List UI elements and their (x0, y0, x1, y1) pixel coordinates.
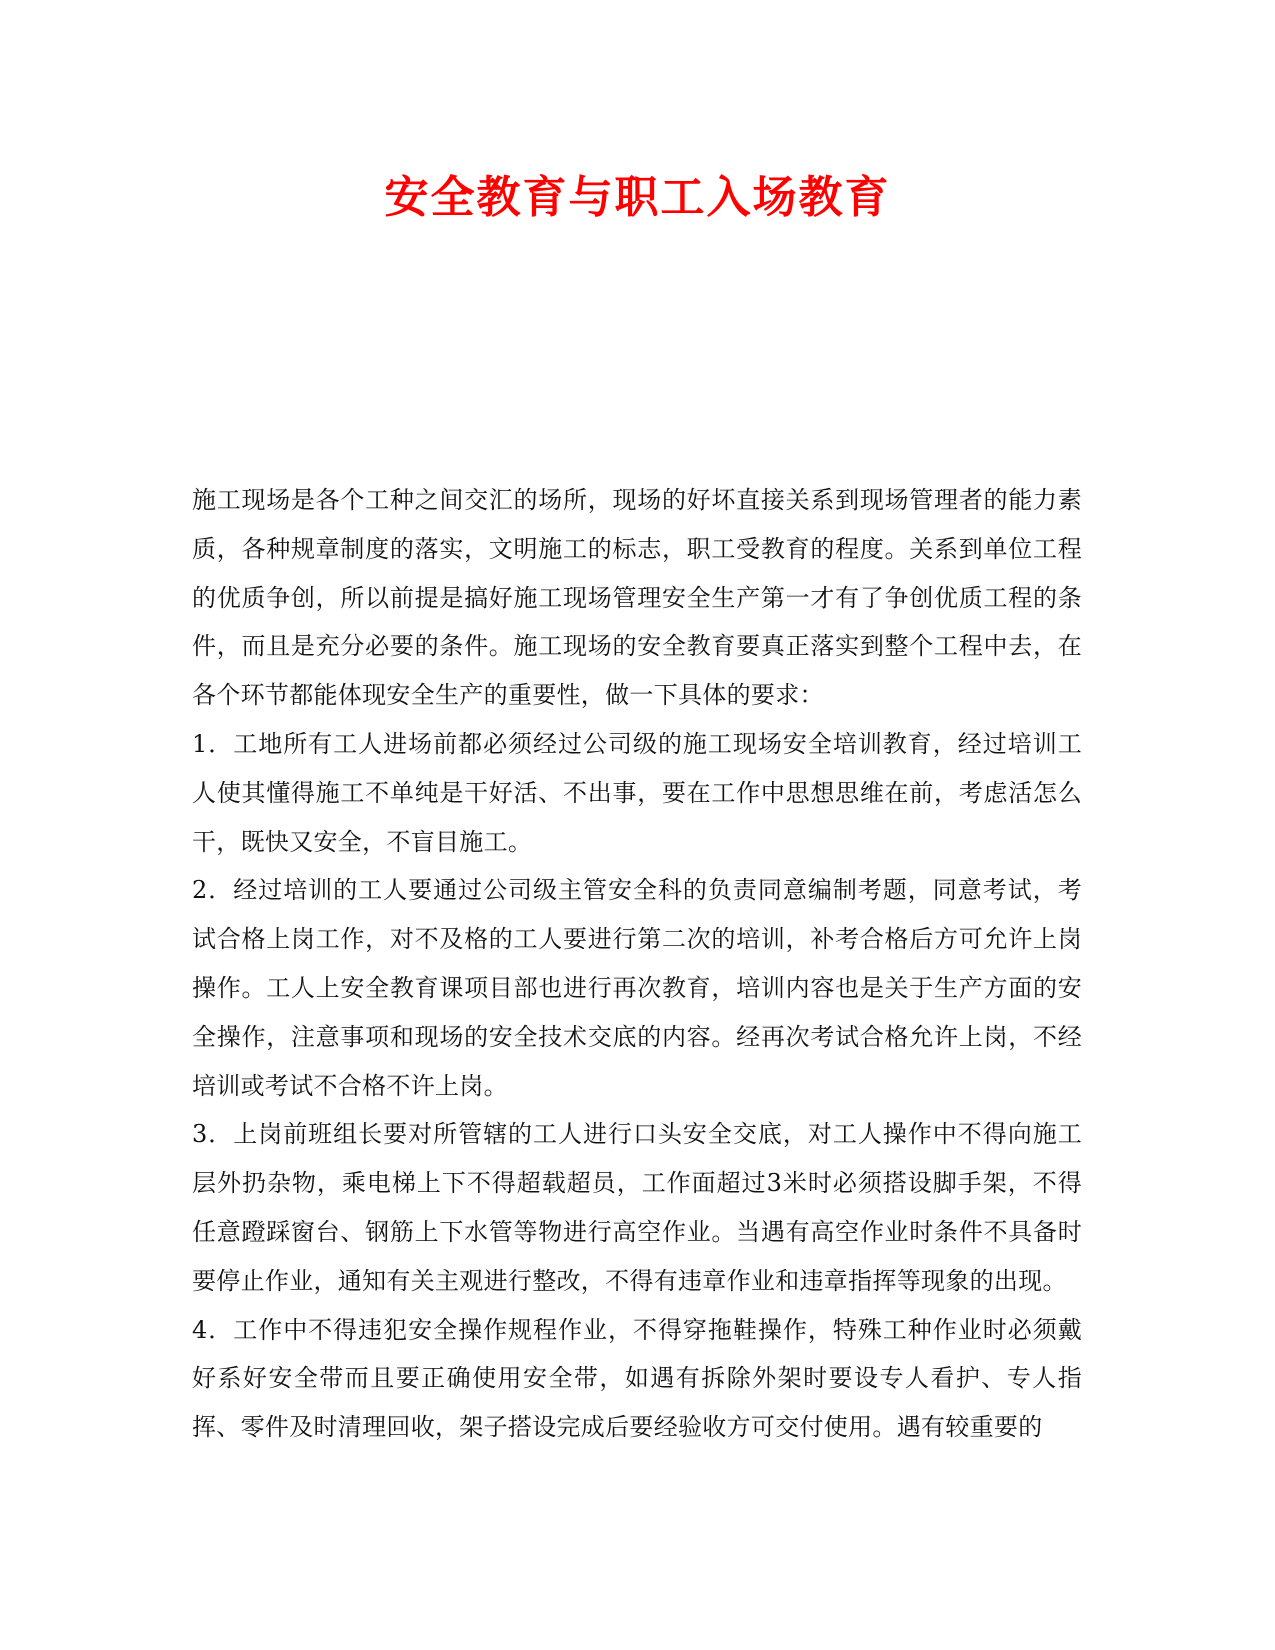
item-3-paragraph: 3．上岗前班组长要对所管辖的工人进行口头安全交底，对工人操作中不得向施工层外扔杂物，乘电梯上下不得超载超员，工作面超过3米时必须搭设脚手架，不得任意蹬踩窗台、钢筋上下水管等物进行高空作业。当遇有高空作业时条件不具备时要停止作业，通知有关主观进行整改，不得有违章作业和违章指挥等现象的出现。 (192, 1120, 1082, 1295)
document-body (192, 476, 1082, 1452)
intro-paragraph: 施工现场是各个工种之间交汇的场所，现场的好坏直接关系到现场管理者的能力素质，各种规章制度的落实，文明施工的标志，职工受教育的程度。关系到单位工程的优质争创，所以前提是搞好施工现场管理安全生产第一才有了争创优质工程的条件，而且是充分必要的条件。施工现场的安全教育要真正落实到整个工程中去，在各个环节都能体现安全生产的重要性，做一下具体的要求： (192, 486, 1082, 710)
document-title: 安全教育与职工入场教育 (384, 172, 891, 223)
item-4-paragraph: 4．工作中不得违犯安全操作规程作业，不得穿拖鞋操作，特殊工种作业时必须戴好系好安全带而且要正确使用安全带，如遇有拆除外架时要设专人看护、专人指挥、零件及时清理回收，架子搭设完成后要经验收方可交付使用。遇有较重要的 (192, 1315, 1082, 1442)
item-1-paragraph: 1．工地所有工人进场前都必须经过公司级的施工现场安全培训教育，经过培训工人使其懂得施工不单纯是干好活、不出事，要在工作中思想思维在前，考虑活怎么干，既快又安全，不盲目施工。 (192, 729, 1082, 856)
item-2-paragraph: 2．经过培训的工人要通过公司级主管安全科的负责同意编制考题，同意考试，考试合格上岗工作，对不及格的工人要进行第二次的培训，补考合格后方可允许上岗操作。工人上安全教育课项目部也进行再次教育，培训内容也是关于生产方面的安全操作，注意事项和现场的安全技术交底的内容。经再次考试合格允许上岗，不经培训或考试不合格不许上岗。 (192, 876, 1082, 1100)
